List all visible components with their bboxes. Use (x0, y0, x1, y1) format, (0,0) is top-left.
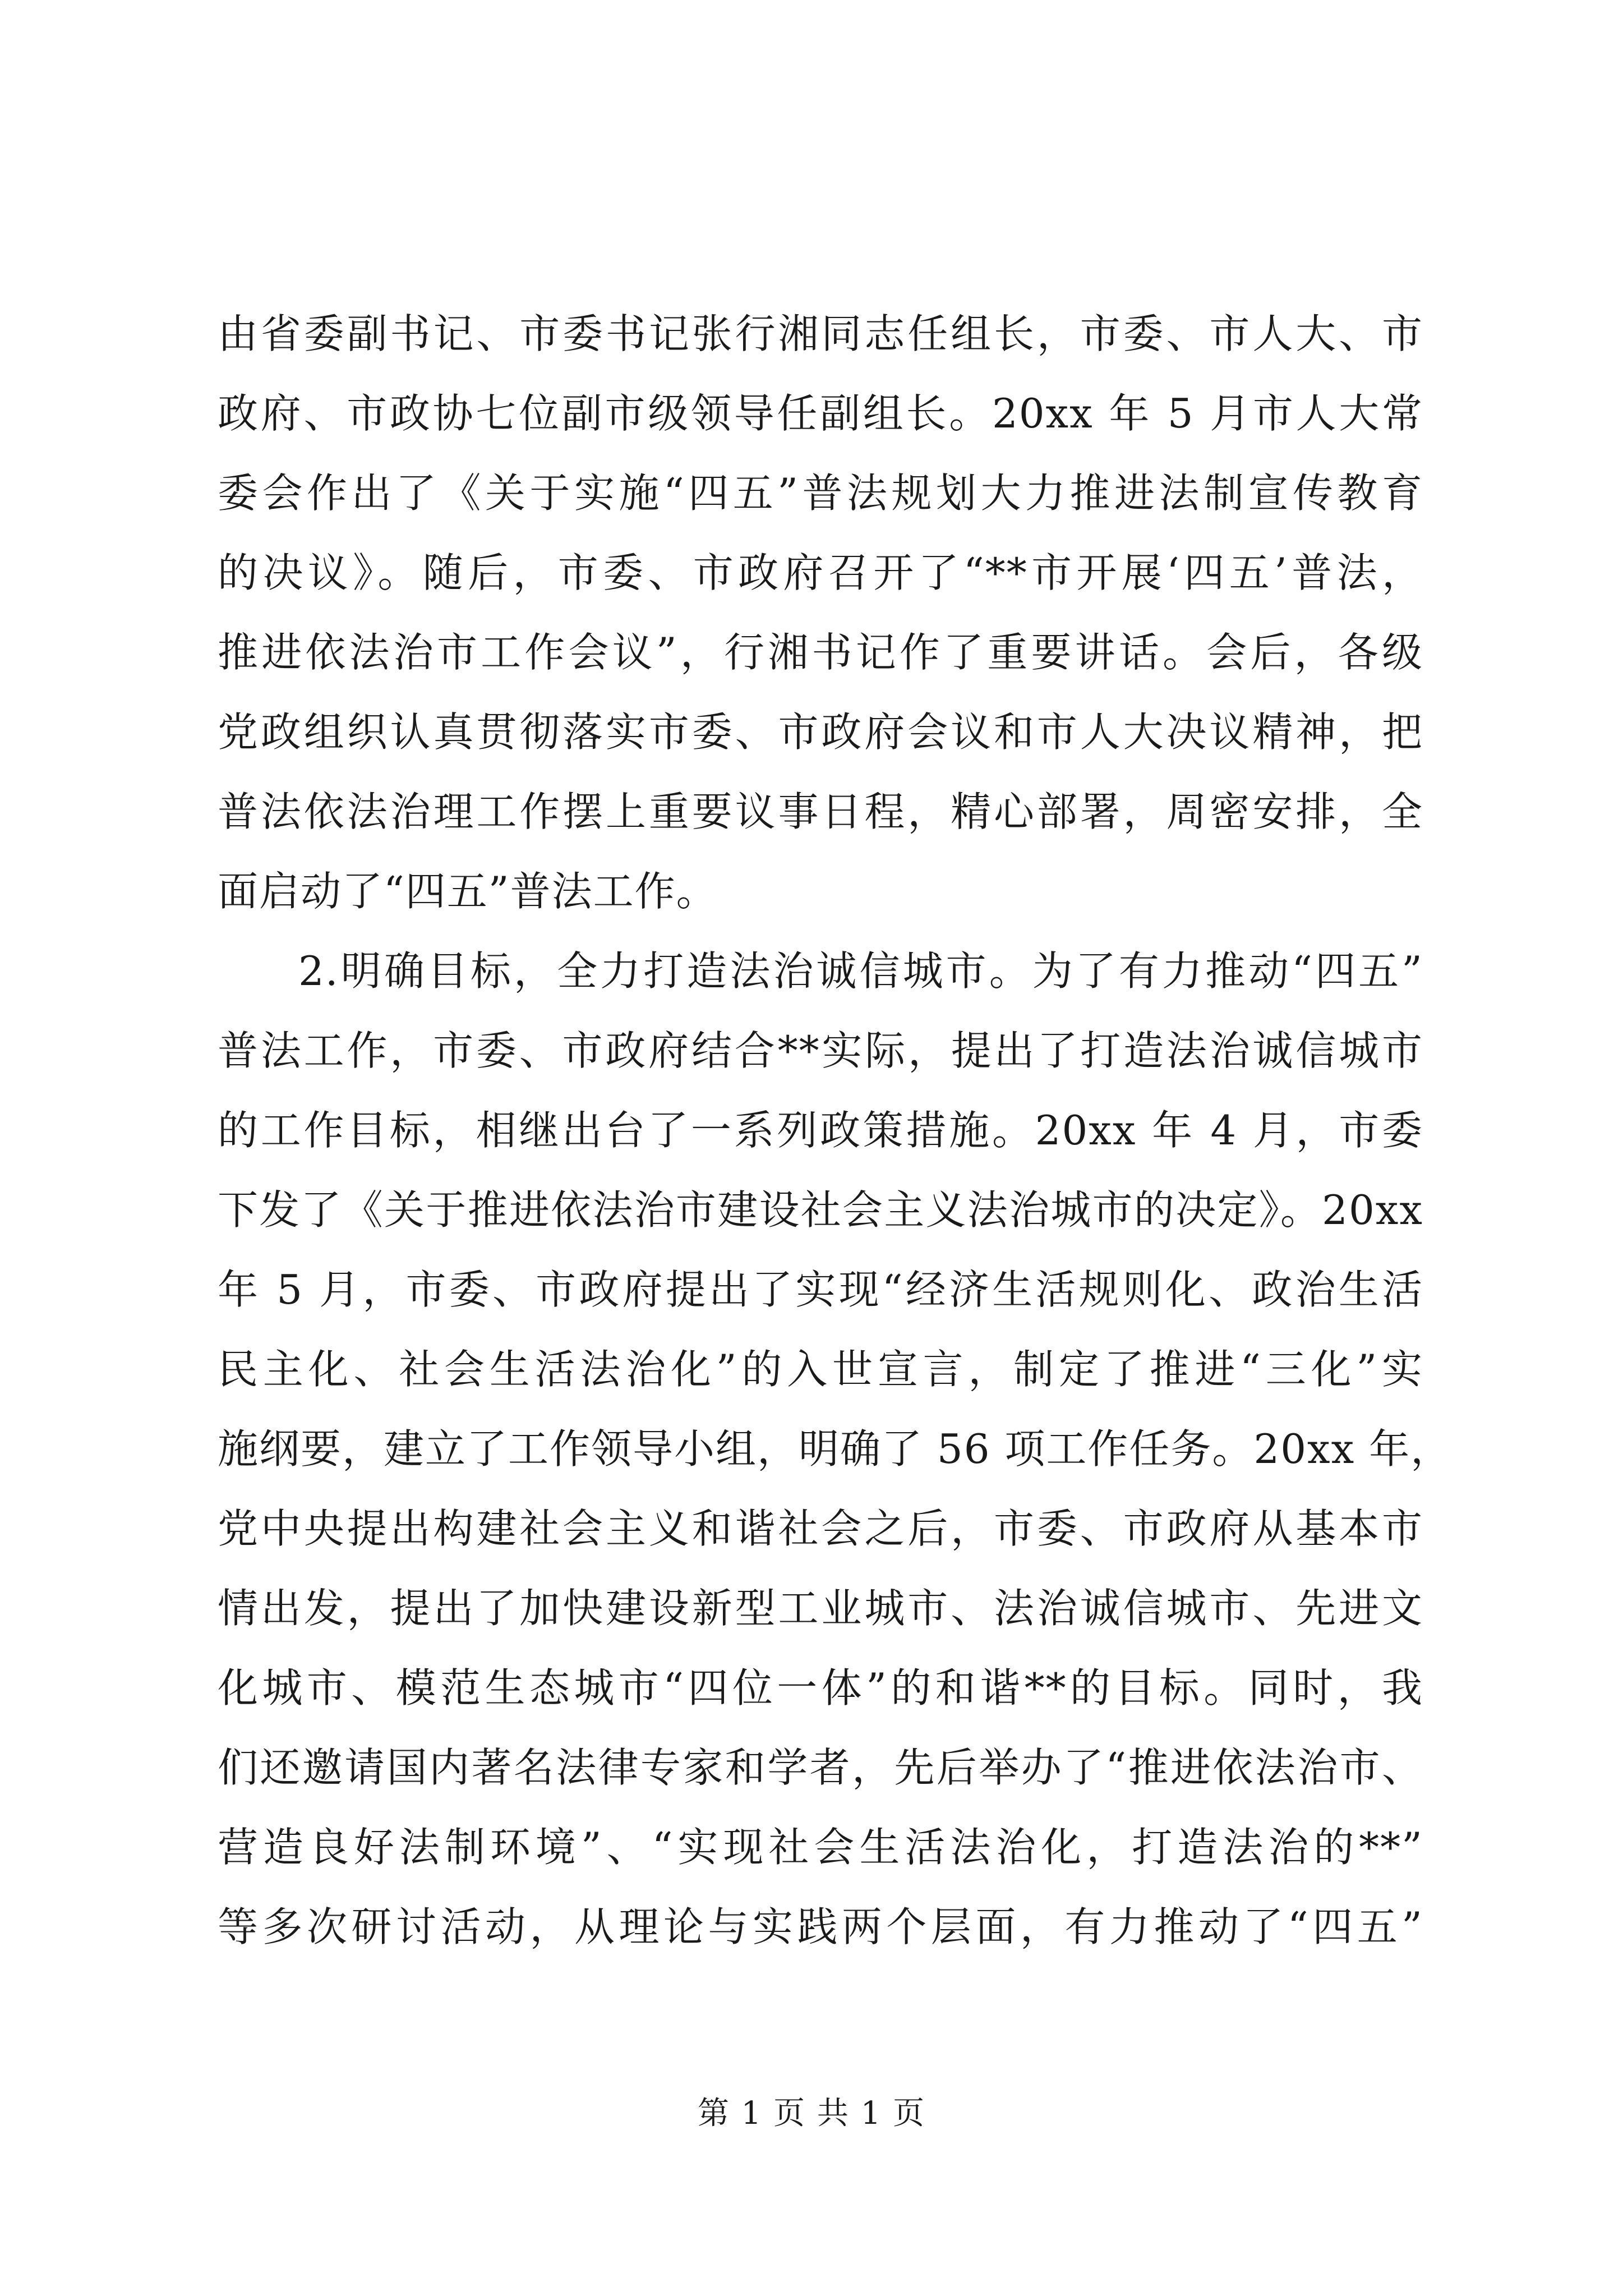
paragraph-2-line-7: 施纲要，建立了工作领导小组，明确了 56 项工作任务。20xx 年， (218, 1425, 1453, 1473)
paragraph-2-line-3: 的工作目标，相继出台了一系列政策措施。20xx 年 4 月，市委 (218, 1107, 1423, 1154)
paragraph-2-line-11: 们还邀请国内著名法律专家和学者，先后举办了“推进依法治市、 (218, 1744, 1423, 1791)
paragraph-1-line-2: 政府、市政协七位副市级领导任副组长。20xx 年 5 月市人大常 (218, 390, 1423, 437)
paragraph-1-line-4: 的决议》。随后，市委、市政府召开了“**市开展‘四五’普法， (218, 549, 1423, 596)
paragraph-1-line-1: 由省委副书记、市委书记张行湘同志任组长，市委、市人大、市 (218, 310, 1423, 357)
paragraph-2-line-4: 下发了《关于推进依法治市建设社会主义法治城市的决定》。20xx (218, 1186, 1423, 1234)
paragraph-2-line-2: 普法工作，市委、市政府结合**实际，提出了打造法治诚信城市 (218, 1027, 1423, 1074)
paragraph-1-line-5: 推进依法治市工作会议”，行湘书记作了重要讲话。会后，各级 (218, 629, 1423, 676)
paragraph-2-line-5: 年 5 月，市委、市政府提出了实现“经济生活规则化、政治生活 (218, 1266, 1423, 1313)
paragraph-2-line-10: 化城市、模范生态城市“四位一体”的和谐**的目标。同时，我 (218, 1664, 1423, 1711)
paragraph-2-line-9: 情出发，提出了加快建设新型工业城市、法治诚信城市、先进文 (218, 1585, 1423, 1632)
paragraph-1-line-7: 普法依法治理工作摆上重要议事日程，精心部署，周密安排，全 (218, 788, 1423, 835)
paragraph-2-line-13: 等多次研讨活动，从理论与实践两个层面，有力推动了“四五” (218, 1903, 1423, 1950)
paragraph-2-line-6: 民主化、社会生活法治化”的入世宣言，制定了推进“三化”实 (218, 1346, 1423, 1393)
paragraph-1-line-8: 面启动了“四五”普法工作。 (218, 868, 718, 915)
paragraph-1-line-3: 委会作出了《关于实施“四五”普法规划大力推进法制宣传教育 (218, 470, 1423, 517)
paragraph-2-line-12: 营造良好法制环境”、“实现社会生活法治化，打造法治的**” (218, 1824, 1423, 1871)
paragraph-2-line-8: 党中央提出构建社会主义和谐社会之后，市委、市政府从基本市 (218, 1505, 1423, 1552)
paragraph-2-line-1: 2.明确目标，全力打造法治诚信城市。为了有力推动“四五” (298, 947, 1423, 995)
paragraph-1-line-6: 党政组织认真贯彻落实市委、市政府会议和市人大决议精神，把 (218, 708, 1423, 756)
page-footer: 第 1 页 共 1 页 (697, 2095, 926, 2132)
